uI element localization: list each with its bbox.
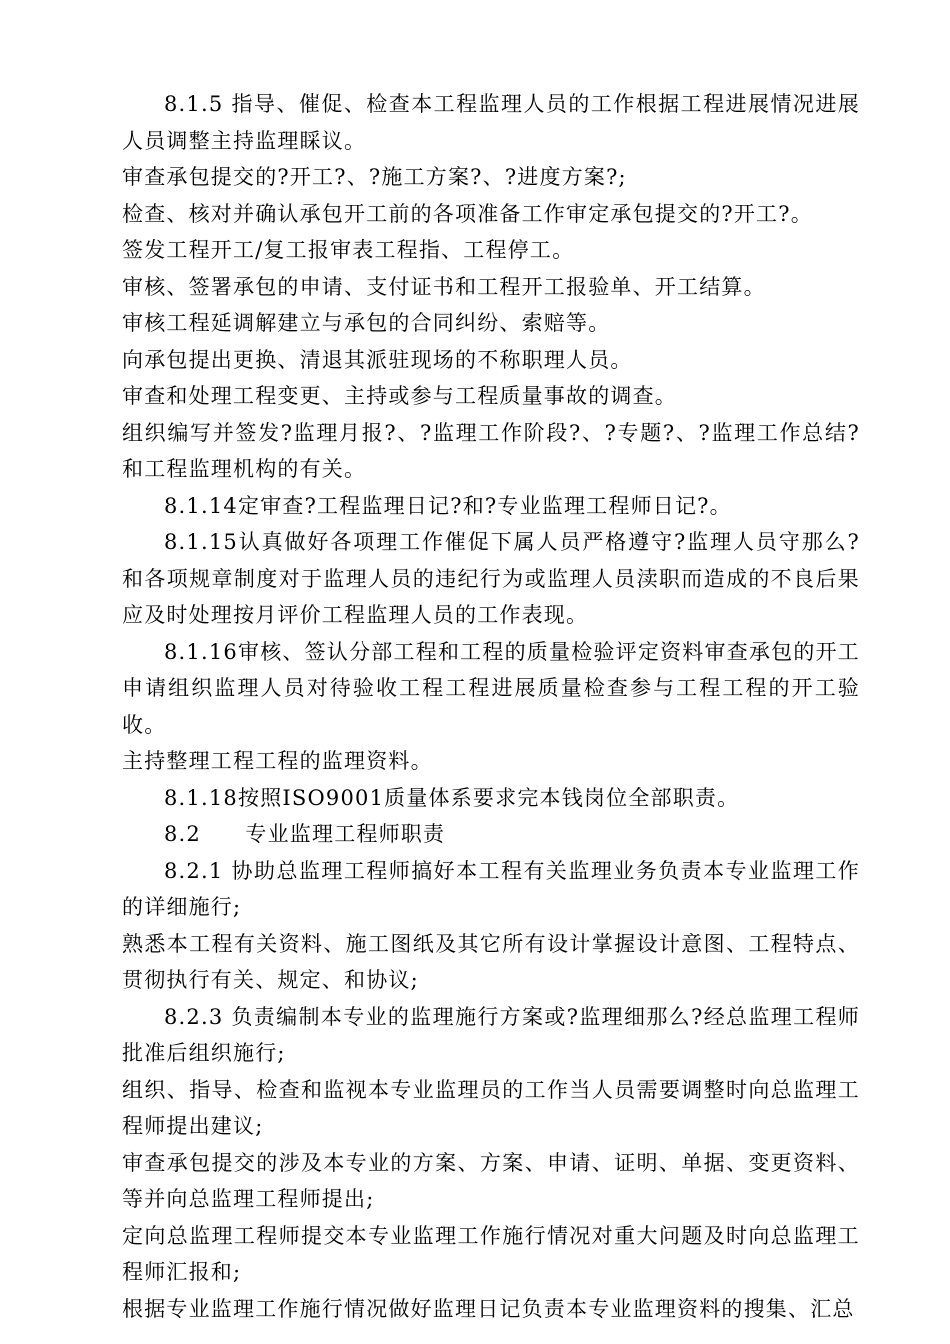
paragraph: 8.1.14定审查?工程监理日记?和?专业监理工程师日记?。 (164, 493, 732, 518)
paragraph: 签发工程开工/复工报审表工程指、工程停工。 (122, 238, 575, 262)
paragraph: 8.1.5 指导、催促、检查本工程监理人员的工作根据工程进展情况进展人员调整主持监理睬议。 (122, 92, 860, 153)
paragraph: 8.2.3 负责编制本专业的监理施行方案或?监理细那么?经总监理工程师批准后组织施行; (122, 1004, 860, 1065)
paragraph: 检查、核对并确认承包开工前的各项准备工作审定承包提交的?开工?。 (122, 201, 813, 226)
paragraph: 8.1.18按照ISO9001质量体系要求完本钱岗位全部职责。 (164, 785, 740, 810)
paragraph: 根据专业监理工作施行情况做好监理日记负责本专业监理资料的搜集、汇总 (122, 1296, 855, 1321)
paragraph: 审查承包提交的涉及本专业的方案、方案、申请、证明、单据、变更资料、等并向总监理工程师提出; (122, 1150, 860, 1211)
document-body (122, 86, 860, 1327)
paragraph: 组织、指导、检查和监视本专业监理员的工作当人员需要调整时向总监理工程师提出建议; (122, 1077, 860, 1138)
paragraph: 审核、签署承包的申请、支付证书和工程开工报验单、开工结算。 (122, 274, 766, 299)
paragraph: 审查和处理工程变更、主持或参与工程质量事故的调查。 (122, 384, 677, 408)
paragraph: 8.1.15认真做好各项理工作催促下属人员严格遵守?监理人员守那么?和各项规章制度对于监理人员的违纪行为或监理人员渎职而造成的不良后果应及时处理按月评价工程监理人员的工作表现。 (122, 530, 860, 627)
paragraph: 组织编写并签发?监理月报?、?监理工作阶段?、?专题?、?监理工作总结?和工程监理机构的有关。 (122, 420, 860, 481)
paragraph: 8.1.16审核、签认分部工程和工程的质量检验评定资料审查承包的开工申请组织监理人员对待验收工程工程进展质量检查参与工程工程的开工验收。 (122, 639, 860, 737)
paragraph: 定向总监理工程师提交本专业监理工作施行情况对重大问题及时向总监理工程师汇报和; (122, 1223, 860, 1284)
paragraph: 8.2.1 协助总监理工程师搞好本工程有关监理业务负责本专业监理工作的详细施行; (122, 858, 860, 919)
paragraph: 审查承包提交的?开工?、?施工方案?、?进度方案?; (122, 165, 627, 189)
paragraph: 向承包提出更换、清退其派驻现场的不称职理人员。 (122, 347, 633, 372)
section-heading: 8.2 专业监理工程师职责 (164, 822, 446, 846)
paragraph: 主持整理工程工程的监理资料。 (122, 749, 433, 773)
paragraph: 审核工程延调解建立与承包的合同纠纷、索赔等。 (122, 311, 611, 335)
paragraph: 熟悉本工程有关资料、施工图纸及其它所有设计掌握设计意图、工程特点、贯彻执行有关、规定、和协议; (122, 931, 860, 992)
